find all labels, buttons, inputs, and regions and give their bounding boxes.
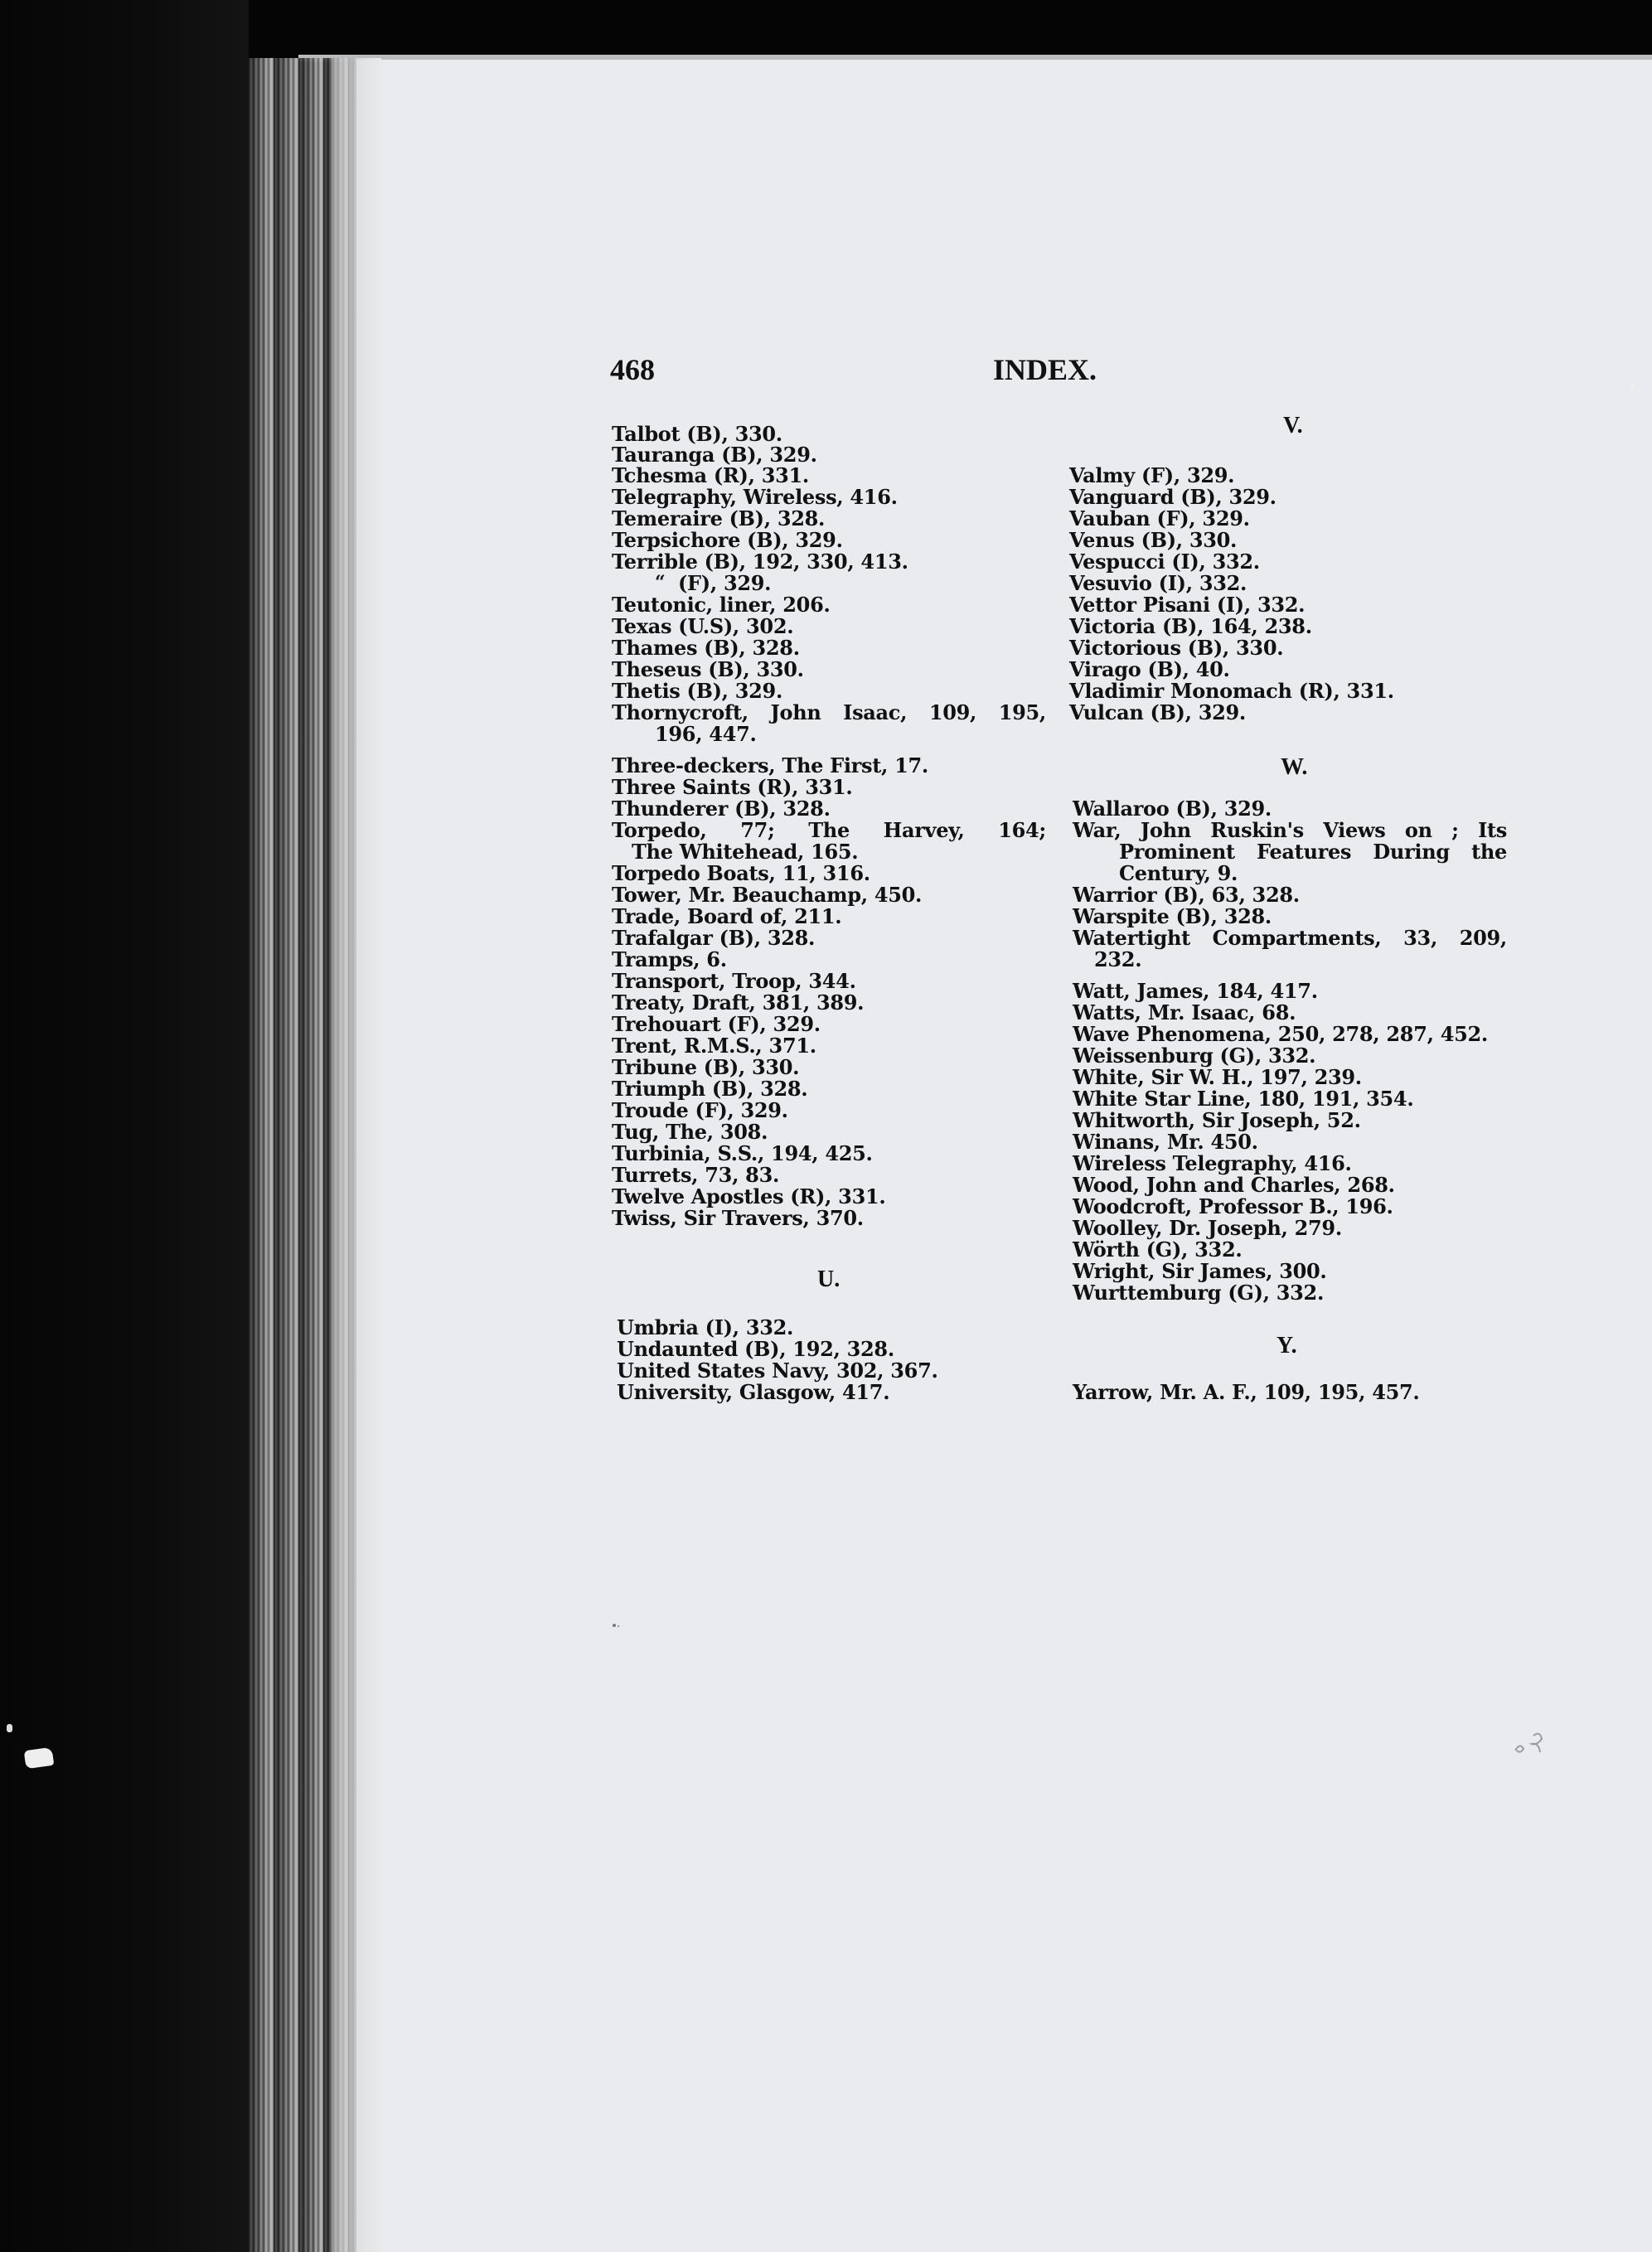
index-entry: Troude (F), 329. [612,1098,788,1122]
index-entry: Trehouart (F), 329. [612,1012,821,1036]
index-entry: War, John Ruskin's Views on ; Its [1073,818,1507,842]
index-entry: Tug, The, 308. [612,1120,768,1144]
index-entry: Torpedo, 77; The Harvey, 164; [612,818,1046,842]
ditto-mark: “ [655,572,666,593]
dust-speck [1630,383,1635,390]
section-heading-u: U. [817,1266,841,1292]
index-entry: Victorious (B), 330. [1069,636,1284,660]
index-entry: Talbot (B), 330. [612,422,782,446]
index-entry: Teutonic, liner, 206. [612,593,831,617]
index-entry: Three-deckers, The First, 17. [612,753,928,777]
index-entry: Transport, Troop, 344. [612,969,856,993]
index-entry: (F), 329. [678,571,772,595]
index-entry: Texas (U.S), 302. [612,614,794,638]
index-entry: Vettor Pisani (I), 332. [1069,593,1306,617]
index-entry: Wireless Telegraphy, 416. [1073,1151,1352,1175]
section-heading-y: Y. [1277,1333,1297,1358]
dust-speck [7,1724,12,1732]
index-entry: Victoria (B), 164, 238. [1069,614,1312,638]
index-entry: Wood, John and Charles, 268. [1073,1173,1395,1197]
index-entry: Thetis (B), 329. [612,679,783,703]
index-entry: Wörth (G), 332. [1073,1237,1243,1262]
index-entry: Vespucci (I), 332. [1069,550,1260,574]
section-heading-w: W. [1281,754,1308,780]
index-entry: Thornycroft, John Isaac, 109, 195, [612,700,1046,724]
index-entry: Whitworth, Sir Joseph, 52. [1073,1108,1361,1132]
index-entry: Tchesma (R), 331. [612,463,809,487]
index-entry: Yarrow, Mr. A. F., 109, 195, 457. [1073,1380,1420,1404]
index-entry: Treaty, Draft, 381, 389. [612,990,865,1015]
pencil-mark [1510,1726,1560,1759]
index-entry: University, Glasgow, 417. [617,1380,890,1404]
index-entry: White Star Line, 180, 191, 354. [1073,1087,1414,1111]
index-entry: Three Saints (R), 331. [612,775,853,799]
scanner-shadow [0,0,249,2252]
book-page [356,60,1652,2252]
index-entry: Turrets, 73, 83. [612,1163,780,1187]
index-entry: Vauban (F), 329. [1069,506,1250,530]
index-entry: Wright, Sir James, 300. [1073,1259,1327,1283]
index-entry: Triumph (B), 328. [612,1077,808,1101]
index-entry: Turbinia, S.S., 194, 425. [612,1141,873,1165]
index-entry: Terpsichore (B), 329. [612,528,843,552]
index-entry: Vulcan (B), 329. [1069,700,1246,724]
index-entry: Vesuvio (I), 332. [1069,571,1247,595]
index-entry: Wave Phenomena, 250, 278, 287, 452. [1073,1022,1488,1046]
index-entry: Watt, James, 184, 417. [1073,979,1318,1003]
index-entry: Twelve Apostles (R), 331. [612,1184,886,1208]
index-entry: Woolley, Dr. Joseph, 279. [1073,1216,1342,1240]
index-entry-continuation: The Whitehead, 165. [632,840,859,864]
index-entry: Winans, Mr. 450. [1073,1130,1258,1154]
index-entry: Vladimir Monomach (R), 331. [1069,679,1394,703]
index-entry: Thunderer (B), 328. [612,797,831,821]
index-entry: United States Navy, 302, 367. [617,1358,938,1383]
ink-smudge [612,1623,620,1628]
index-entry-continuation: 196, 447. [655,722,757,746]
index-entry: Undaunted (B), 192, 328. [617,1337,894,1361]
index-entry: Twiss, Sir Travers, 370. [612,1206,864,1230]
index-entry: Valmy (F), 329. [1069,463,1235,487]
index-entry: Warrior (B), 63, 328. [1073,883,1300,907]
index-entry: Virago (B), 40. [1069,657,1230,681]
index-entry: Umbria (I), 332. [617,1315,794,1339]
index-entry-continuation: Century, 9. [1119,861,1238,885]
index-entry: Tower, Mr. Beauchamp, 450. [612,883,923,907]
index-entry: Venus (B), 330. [1069,528,1238,552]
index-entry: Trade, Board of, 211. [612,904,842,928]
index-entry: Tauranga (B), 329. [612,443,817,467]
page-title: INDEX. [993,353,1097,386]
index-entry: Watertight Compartments, 33, 209, [1073,926,1507,950]
index-entry: Tribune (B), 330. [612,1055,800,1079]
index-entry: Trent, R.M.S., 371. [612,1034,816,1058]
index-entry: Warspite (B), 328. [1073,904,1272,928]
index-entry: Torpedo Boats, 11, 316. [612,861,870,885]
index-entry: Woodcroft, Professor B., 196. [1073,1194,1393,1218]
index-entry: Temeraire (B), 328. [612,506,826,530]
index-entry-continuation: Prominent Features During the [1119,840,1507,864]
index-entry: Vanguard (B), 329. [1069,485,1277,509]
index-entry: Wallaroo (B), 329. [1073,797,1272,821]
index-entry: Watts, Mr. Isaac, 68. [1073,1000,1296,1024]
dust-speck [24,1747,55,1770]
page-edge-fade [332,58,381,2252]
page-number: 468 [610,353,655,386]
index-entry: Terrible (B), 192, 330, 413. [612,550,908,574]
index-entry: Wurttemburg (G), 332. [1073,1281,1324,1305]
index-entry: Weissenburg (G), 332. [1073,1044,1316,1068]
index-entry: Tramps, 6. [612,947,727,971]
index-entry-continuation: 232. [1094,947,1142,971]
index-entry: Trafalgar (B), 328. [612,926,816,950]
index-entry: Telegraphy, Wireless, 416. [612,485,898,509]
index-entry: Theseus (B), 330. [612,657,804,681]
index-entry: White, Sir W. H., 197, 239. [1073,1065,1362,1089]
section-heading-v: V. [1283,413,1303,438]
index-entry: Thames (B), 328. [612,636,800,660]
